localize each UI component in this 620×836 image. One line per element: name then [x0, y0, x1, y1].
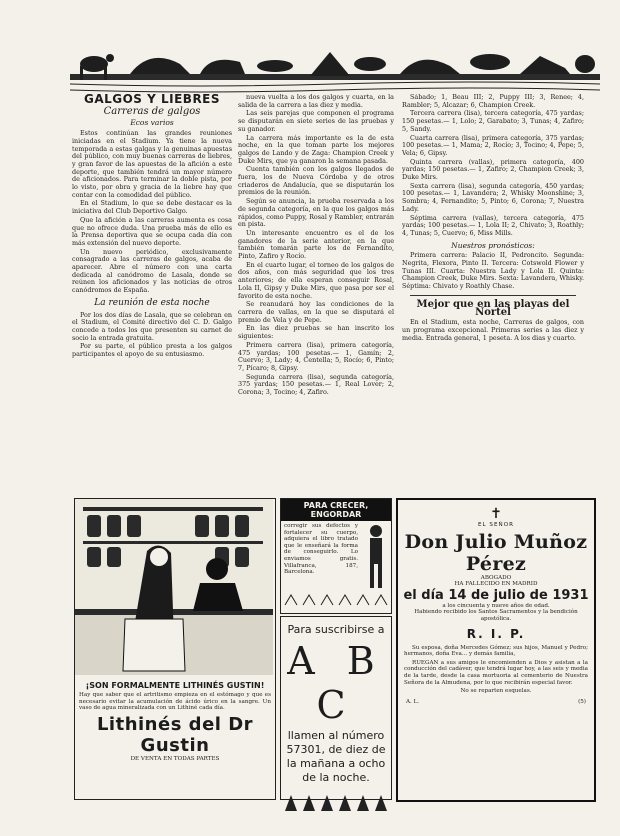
- age: a los cincuenta y nueve años de edad.: [442, 602, 550, 609]
- newspaper-page: [10, 6, 608, 828]
- abc-logo: A B C: [287, 639, 385, 727]
- obituary-request: RUEGAN a sus amigos le encomienden a Dios y asistan a la conducción del cadáver, que tendrá lugar hoy, a las seis y media de la tarde, desde la casa mortuoria al cementerio de Nuestra Señora de la Almudena, por lo que recibirán especial favor.: [404, 659, 588, 686]
- paragraph: Sexta carrera (lisa), segunda categoría, 450 yardas; 100 pesetas.— 1, Lavandera; 2, Whisky Moonshine; 3, Sombra; 4, Fernandito; 5, Pinto; 6, Corona; 7, Nuestra Lady.: [402, 181, 584, 213]
- paragraph: Estos continúan las grandes reuniones iniciadas en el Stadium. Ya tiene la nueva temporada a estas galgas y la genuinas apuestas del público, con muy buenas carreras de liebres, y gran favor de las apuestas de la afición a este deporte, que también tendrá un mayor número de aficionados. Para terminar la doble pista, por lo visto, por obra y gracia de la liebre hay que contar con la comodidad del público.: [72, 129, 232, 199]
- paragraph: Cuarta carrera (lisa), primera categoría, 375 yardas; 100 pesetas.— 1, Mama; 2, Rocío; 3, Tocino; 4, Pepe; 5, Vela; 6, Gipsy.: [402, 133, 584, 157]
- article-column-3: [402, 94, 584, 494]
- decorative-border: [281, 591, 389, 609]
- paragraph: Las seis parejas que componen el programa se disputarán en siete series de las pruebas y su ganador.: [238, 109, 394, 133]
- paragraph: Segunda carrera (lisa), segunda categoría, 375 yardas; 150 pesetas.— 1, Real Lover; 2, Corona; 3, Tocino; 4, Zafiro.: [238, 372, 394, 397]
- paragraph: En las diez pruebas se han inscrito los siguientes:: [238, 324, 394, 341]
- paragraph: Cuenta también con los galgos llegados de fuera, los de Nueva Córdoba y de otros criaderos de Andalucía, que se disputarán los premios de la reunión.: [238, 165, 394, 197]
- obituary-signature: A. L.: [406, 698, 420, 705]
- paragraph: Por su parte, el público presta a los galgos participantes el apoyo de su entusiasmo.: [72, 342, 232, 359]
- pharmacy-illustration: [75, 499, 273, 675]
- cross-icon: ✝: [490, 506, 502, 522]
- decorative-border: [281, 793, 389, 813]
- article-column-1: [72, 94, 232, 494]
- ad-body: corregir sus defectos y fortalecer su cuerpo, adquiera el libro tratado que le enseñará la forma de conseguirlo. Lo enviamos gratis. Villafranca, 187, Barcelona.: [284, 523, 358, 576]
- paragraph: En el Stadium, esta noche, Carreras de galgos, con un programa excepcional. Primeras series a las diez y media. Entrada general, 1 peseta. A los dias y cuarto.: [402, 318, 584, 342]
- paragraph: Primera carrera (lisa), primera categoría, 475 yardas; 100 pesetas.— 1, Gamín; 2, Cuervo; 3, Lady; 4, Centella; 5, Rocío; 6, Pinto; 7, Pícaro; 8, Gipsy.: [238, 340, 394, 372]
- lithines-gustin-ad: [74, 498, 276, 800]
- profession: ABOGADO: [480, 574, 512, 581]
- obituary-number: (5): [578, 698, 586, 705]
- obituary-notice: [396, 498, 596, 802]
- ad-description: Hay que saber que el artritismo empieza en el estómago y que es necesario evitar la acumulación de ácido úrico en la sangre. Un vaso de agua mineralizada con un Lithiné cada día.: [79, 692, 271, 712]
- crecer-engordar-ad: [280, 498, 392, 614]
- paragraph: Un interesante encuentro es el de los ganadores de la serie anterior, en la que también tomarán parte los de Fernandito, Pinto, Zafiro y Rocío.: [238, 228, 394, 261]
- gustin-brand: Lithinés del Dr Gustin: [96, 713, 254, 756]
- article-subtitle: Carreras de galgos: [103, 105, 201, 117]
- paragraph: Se reanudará hoy las condiciones de la carrera de vallas, en la que se disputará el premio de Vela y de Pepe.: [238, 300, 394, 324]
- paragraph: Por los dos días de Lasala, que se celebran en el Stadium, el Comité directivo del C. D. Galgo concede a todos los que presenten su carnet de socio la entrada gratuita.: [72, 310, 232, 342]
- divider: [410, 295, 576, 296]
- ad-line: de la noche.: [302, 771, 370, 784]
- advertisement-area: [74, 498, 594, 798]
- death-date: el día 14 de julio de 1931: [403, 587, 589, 603]
- article-column-2: [238, 94, 394, 494]
- paragraph: Sábado; 1, Beau III; 2, Puppy III; 3, Renee; 4, Rambler; 5, Alcazar; 6, Champion Creek.: [402, 94, 584, 109]
- paragraph: En el Stadium, lo que se debe destacar es la iniciativa del Club Deportivo Galgo.: [72, 199, 232, 216]
- section-title: GALGOS Y LIEBRES: [83, 94, 221, 106]
- ad-line: llamen al número: [287, 729, 385, 742]
- obituary-title: EL SEÑOR: [478, 522, 514, 528]
- paragraph: Un nuevo periódico, exclusivamente consagrado a las carreras de galgos, acaba de aparecer. Abre el número con una carta dedicada al canódromo de Lasala, donde se reúnen los aficionados y las noticias de otros canódromos de España.: [72, 247, 232, 295]
- ad-caption: ¡SON FORMALMENTE LITHINÉS GUSTIN!: [85, 681, 265, 690]
- ad-title: PARA CRECER, ENGORDAR: [281, 499, 391, 521]
- racing-banner-illustration: [70, 44, 600, 96]
- ad-line: la mañana a ocho: [286, 757, 386, 770]
- headline-nortel: Mejor que en las playas del Nortel: [416, 298, 570, 318]
- ad-footer: DE VENTA EN TODAS PARTES: [130, 755, 220, 762]
- subhead-reunion: La reunión de esta noche: [94, 297, 210, 308]
- obituary-family: Su esposa, doña Mercedes Gómez; sus hijos, Manuel y Pedro; hermanos, doña Eva... y demás familia,: [404, 644, 588, 658]
- paragraph: Tercera carrera (lisa), tercera categoría, 475 yardas; 150 pesetas.— 1, Lolo; 2, Garabato; 3, Tunas; 4, Zafiro; 5, Sandy.: [402, 109, 584, 133]
- paragraph: Primera carrera: Palacio II, Pedroncito. Segunda: Negrita, Flexora, Pinto II. Tercera: Cotswold Flower y Tunas III. Cuarta: Nuestra Lady y Lola II. Quinta: Champion Creek, Duke Mirs. Sexta: Lavandera, Whisky. Séptima: Chivato y Roathly Chase.: [402, 251, 584, 291]
- subhead-ecos: Ecos varios: [130, 118, 174, 128]
- death-place: HA FALLECIDO EN MADRID: [454, 581, 538, 588]
- paragraph: La carrera más importante es la de esta noche, en la que toman parte los mejores galgos de Lando y de Zaga: Champion Creek y Duke Mirs, que ya ganaron la semana pasada.: [238, 133, 394, 165]
- paragraph: Séptima carrera (vallas), tercera categoría, 475 yardas; 100 pesetas.— 1, Lola II; 2, Chivato; 3, Roathly; 4, Tunas; 5, Cuervo; 6, Miss Mills.: [402, 213, 584, 237]
- rip-label: R. I. P.: [466, 626, 526, 641]
- paragraph: Según se anuncia, la prueba reservada a los de segunda categoría, en la que los galgos más rápidos, como Puppy, Rosal y Rambler, entrarán en pista.: [238, 197, 394, 229]
- paragraph: nueva vuelta a los dos galgos y cuarta, en la salida de la carrera a las diez y media.: [238, 94, 394, 109]
- paragraph: Quinta carrera (vallas), primera categoría, 400 yardas; 150 pesetas.— 1, Zafiro; 2, Champion Creek; 3, Duke Mirs.: [402, 157, 584, 182]
- subhead-pronosticos: Nuestros pronósticos:: [451, 240, 535, 250]
- ad-phone: 57301, de diez de: [286, 743, 386, 756]
- obituary-note: No se reparten esquelas.: [460, 688, 532, 695]
- deceased-name: Don Julio Muñoz Pérez: [404, 530, 588, 575]
- abc-subscription-ad: [280, 616, 392, 800]
- sacraments: Habiendo recibido los Santos Sacramentos y la bendición apostólica.: [414, 609, 578, 622]
- ad-line: Para suscribirse a: [287, 623, 385, 636]
- figure-illustration: [361, 521, 391, 591]
- paragraph: En el cuarto lugar, el torneo de los galgos de dos años, con más seguridad que los tres anteriores; de ella esperan conseguir Rosal, Lola II, Gipsy y Duke Mirs, que pasa por ser el favorito de esta noche.: [238, 260, 394, 300]
- paragraph: Que la afición a las carreras aumenta es cosa que no ofrece duda. Una prueba más de ello es la Prensa deportiva que se ocupa cada día con más extensión del nuevo deporte.: [72, 215, 232, 247]
